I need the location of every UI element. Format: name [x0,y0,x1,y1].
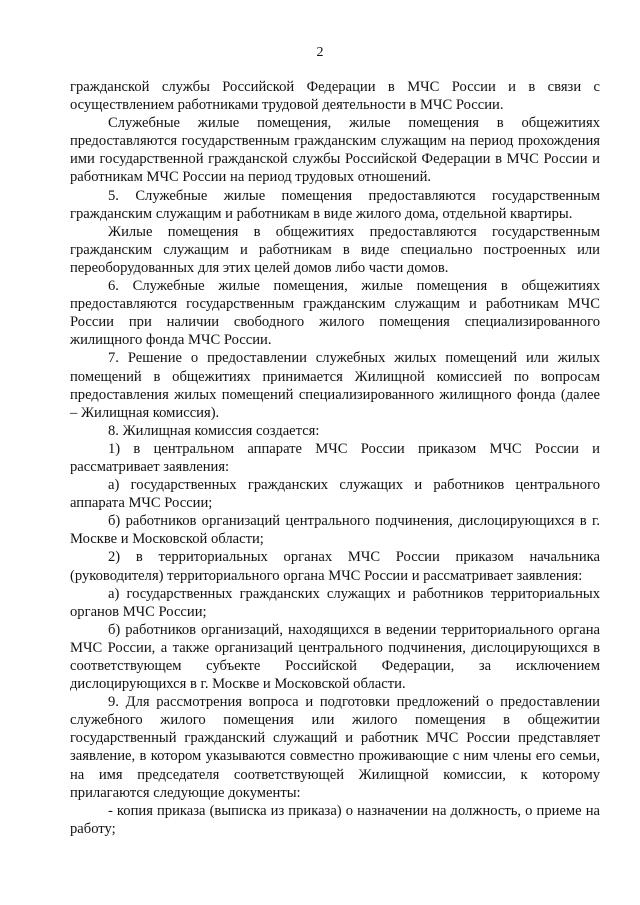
subitem-2a: а) государственных гражданских служащих и работников территориальных органов МЧС России; [70,585,600,620]
document-body [70,78,600,838]
subitem-1b: б) работников организаций центрального подчинения, дислоцирующихся в г. Москве и Московской области; [70,513,600,548]
paragraph: Жилые помещения в общежитиях предоставляются государственным гражданским служащим и работникам в виде специально построенных или переоборудованных для этих целей домов либо части домов. [70,223,600,276]
paragraph-item-8: 8. Жилищная комиссия создается: [108,422,320,439]
page-number: 2 [316,45,324,60]
paragraph-item-6: 6. Служебные жилые помещения, жилые помещения в общежитиях предоставляются государственным гражданским служащим и работникам МЧС России при наличии свободного жилого помещения специализированного жилищного фонда МЧС России. [70,278,600,349]
subitem-1a: а) государственных гражданских служащих и работников центрального аппарата МЧС России; [70,477,600,512]
subitem-2: 2) в территориальных органах МЧС России приказом начальника (руководителя) территориального органа МЧС России и рассматривает заявления: [70,549,600,584]
list-item-dash: - копия приказа (выписка из приказа) о назначении на должность, о приеме на работу; [70,802,600,837]
paragraph: Служебные жилые помещения, жилые помещения в общежитиях предоставляются государственным гражданским служащим на период прохождения ими государственной гражданской службы Российской Федерации в МЧС России и работникам МЧС России на период трудовых отношений. [70,115,600,186]
paragraph-item-9: 9. Для рассмотрения вопроса и подготовки предложений о предоставлении служебного жилого помещения или жилого помещения в общежитии государственный гражданский служащий и работник МЧС России представляет заявление, в котором указываются совместно проживающие с ним члены его семьи, на имя председателя соответствующей Жилищной комиссии, к которому прилагаются следующие документы: [70,694,600,801]
paragraph-item-5: 5. Служебные жилые помещения предоставляются государственным гражданским служащим и работникам в виде жилого дома, отдельной квартиры. [70,187,600,222]
paragraph-continuation: гражданской службы Российской Федерации в МЧС России и в связи с осуществлением работниками трудовой деятельности в МЧС России. [70,79,600,114]
subitem-1: 1) в центральном аппарате МЧС России приказом МЧС России и рассматривает заявления: [70,440,600,475]
paragraph-item-7: 7. Решение о предоставлении служебных жилых помещений или жилых помещений в общежитиях принимается Жилищной комиссией по вопросам предоставления жилых помещений специализированного жилищного фонда (далее – Жилищная комиссия). [70,350,600,421]
subitem-2b: б) работников организаций, находящихся в ведении территориального органа МЧС России, а также организаций центрального подчинения, дислоцирующихся в соответствующем субъекте Российской Федерации, за исключением дислоцирующихся в г. Москве и Московской области. [70,621,600,693]
